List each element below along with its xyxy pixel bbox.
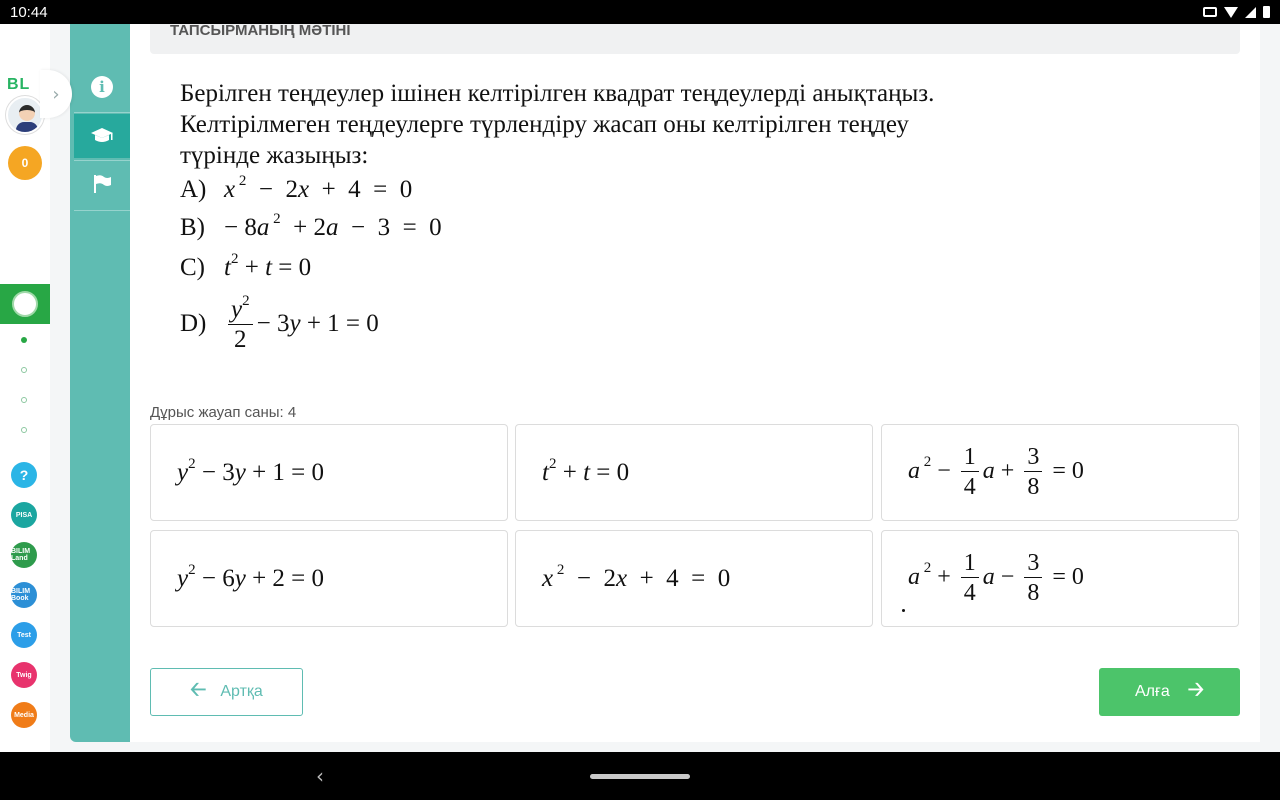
arrow-left-icon: 🡠 (190, 677, 207, 701)
step-dot-2[interactable] (21, 367, 27, 373)
wifi-icon (1224, 7, 1238, 18)
task-line: Келтірілмеген теңдеулерге түрлендіру жасап оны келтірілген теңдеу (180, 111, 909, 138)
equation-label: C) (180, 254, 205, 281)
help-icon[interactable]: ? (11, 462, 37, 488)
equation-d (180, 293, 379, 355)
coin-counter[interactable]: 0 (8, 146, 42, 180)
divider (74, 160, 130, 161)
equation-formula: x $^2$ − 2x + 4 = 0 (224, 173, 413, 203)
answer-option-4[interactable] (150, 530, 508, 627)
step-dot-4[interactable] (21, 427, 27, 433)
equation-formula: $t^2 + t = 0$ (224, 251, 312, 281)
answer-option-5[interactable] (515, 530, 873, 627)
step-dot-3[interactable] (21, 397, 27, 403)
task-button[interactable] (74, 114, 130, 158)
avatar[interactable] (6, 96, 44, 134)
answer-formula: $y^2 - 3y + 1 = 0$ (177, 455, 325, 486)
sidebar-toggle-button[interactable] (40, 70, 72, 118)
arrow-right-icon: 🡢 (1187, 677, 1204, 701)
twig-icon[interactable]: Twig (11, 662, 37, 688)
answer-formula: x $^2$ − 2x + 4 = 0 (542, 561, 731, 592)
pisa-icon[interactable]: PISA (11, 502, 37, 528)
divider (74, 210, 130, 211)
answer-formula: a $^2$ − $\frac{1}{4}$ a + $\frac{3}{8}$ = 0 (908, 444, 1084, 500)
divider (74, 112, 130, 113)
answer-option-3[interactable] (881, 424, 1239, 521)
info-icon: i (91, 76, 113, 98)
step-dot-1[interactable] (21, 337, 27, 343)
equation-fraction: $\frac{y^2}{2}$ (228, 296, 253, 355)
flag-icon (91, 173, 113, 195)
equation-a (180, 173, 413, 204)
answer-formula: a $^2$ + $\frac{1}{4}$ a − $\frac{3}{8}$ = 0 (908, 550, 1084, 606)
equation-formula: − 8a $^2$ + 2a − 3 = 0 (224, 211, 442, 241)
equation-label: B) (180, 214, 205, 241)
answer-formula: $t^2 + t = 0$ (542, 455, 630, 486)
task-line: түрінде жазыңыз: (180, 142, 369, 169)
equation-label: D) (180, 310, 207, 338)
status-bar (0, 0, 1280, 24)
test-icon[interactable]: Test (11, 622, 37, 648)
dot-mark (902, 609, 905, 612)
signal-icon (1245, 7, 1256, 18)
task-line: Берілген теңдеулер ішінен келтірілген квадрат теңдеулерді анықтаңыз. (180, 80, 935, 107)
tool-panel (70, 24, 130, 742)
status-time: 10:44 (10, 3, 48, 21)
battery-icon (1263, 6, 1270, 18)
graduation-cap-icon (90, 127, 114, 145)
navigation-bar (0, 752, 1280, 800)
task-text (180, 78, 934, 171)
nav-home-handle[interactable] (590, 774, 690, 779)
equation-label: A) (180, 176, 207, 203)
info-button[interactable] (74, 65, 130, 109)
answer-option-6[interactable] (881, 530, 1239, 627)
equation-c (180, 251, 312, 282)
avatar-body (16, 122, 38, 134)
next-button-label: Алға (1135, 683, 1170, 700)
status-icons (1203, 6, 1270, 18)
answer-option-1[interactable] (150, 424, 508, 521)
bilim-land-icon[interactable]: BILIM Land (11, 542, 37, 568)
back-button[interactable] (150, 668, 303, 716)
equation-formula: − 3y + 1 = 0 (256, 310, 379, 338)
correct-count-label: Дұрыс жауап саны: 4 (150, 404, 297, 421)
task-header (150, 24, 1240, 54)
task-header-title: ТАПСЫРМАНЫҢ МӘТІНІ (170, 22, 351, 39)
answer-formula: $y^2 - 6y + 2 = 0$ (177, 561, 325, 592)
next-button[interactable] (1099, 668, 1240, 716)
online-mektep-button[interactable] (0, 284, 50, 324)
nav-back-icon[interactable]: ‹ (316, 764, 324, 788)
main-content (130, 24, 1260, 742)
bilimmedia-icon[interactable]: Media (11, 702, 37, 728)
logo[interactable]: BL (7, 76, 31, 93)
chevron-right-icon: › (52, 83, 60, 105)
online-mektep-icon (12, 291, 38, 317)
answer-option-2[interactable] (515, 424, 873, 521)
avatar-head (19, 105, 35, 121)
equation-b (180, 211, 442, 242)
flag-button[interactable] (74, 162, 130, 206)
left-sidebar (0, 24, 50, 752)
bilim-book-icon[interactable]: BILIM Book (11, 582, 37, 608)
vibrate-icon (1203, 7, 1217, 17)
back-button-label: Артқа (220, 683, 263, 700)
